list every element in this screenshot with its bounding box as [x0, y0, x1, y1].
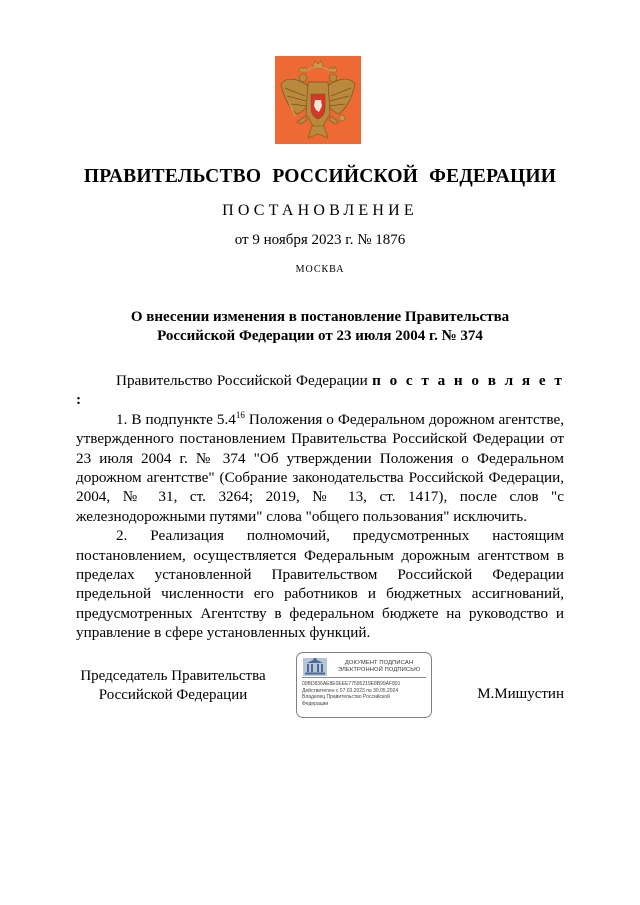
stamp-details [302, 681, 426, 707]
document-city: МОСКВА [295, 264, 345, 275]
document-subject [100, 308, 540, 346]
body-intro [76, 371, 564, 410]
stamp-title-line-1: ДОКУМЕНТ ПОДПИСАН [344, 660, 414, 666]
position-line-2: Российской Федерации [98, 687, 248, 703]
intro-text: Правительство Российской Федерации [116, 372, 373, 389]
document-type: ПОСТАНОВЛЕНИЕ [222, 202, 418, 219]
government-title: ПРАВИТЕЛЬСТВО РОССИЙСКОЙ ФЕДЕРАЦИИ [83, 166, 557, 187]
body-item-2: 2. Реализация полномочий, предусмотренных настоящим постановлением, осуществляется Федеральным дорожным агентством в пределах установленной Правительством Российской Федерации предельной численности его работников и бюджетных ассигнований, предусмотренных Агентству в федеральном бюджете на руководство и управление в сфере установленных функций. [76, 527, 564, 642]
signatory-position [78, 667, 268, 705]
subject-line-2: Российской Федерации от 23 июля 2004 г. № 374 [157, 328, 483, 344]
document-date-number: от 9 ноября 2023 г. № 1876 [234, 232, 406, 248]
item1-sup: 16 [235, 409, 245, 420]
building-icon [303, 658, 327, 676]
body-item-1 [76, 410, 564, 526]
stamp-divider [302, 677, 426, 678]
stamp-valid: Действителен с 07.03.2023 по 30.05.2024 [302, 687, 399, 694]
stamp-owner-line-2: Федерации [302, 700, 329, 707]
stamp-owner-line-1: Владелец Правительство Российской [302, 694, 390, 701]
coat-of-arms-icon [275, 56, 361, 144]
item1-post: Положения о Федеральном дорожном агентстве, утвержденного постановлением Правительства Российской Федерации от 23 июля 2004 г. № 374 "Об утверждении Положения о Федеральном дорожном агентстве" (Собрание законодательства Российской Федерации, 2004, № 31, ст. 3264; 2019, № 13, ст. 1417), после слов "с железнодорожными путями" слова "общего пользования" исключить. [76, 410, 564, 525]
position-line-1: Председатель Правительства [80, 668, 266, 684]
subject-line-1: О внесении изменения в постановление Правительства [130, 309, 510, 325]
stamp-title [331, 660, 427, 674]
document-body [76, 371, 564, 643]
item1-pre: 1. В подпункте 5.4 [116, 410, 236, 428]
electronic-signature-stamp [296, 652, 432, 718]
signatory-name: М.Мишустин [477, 686, 564, 702]
stamp-serial: 00BD836AE8E0EEE77595219E8B99AF891 [302, 681, 401, 687]
stamp-title-line-2: ЭЛЕКТРОННОЙ ПОДПИСЬЮ [337, 667, 421, 673]
intro-decree: п о с т а н о в л я е т : [76, 372, 564, 409]
